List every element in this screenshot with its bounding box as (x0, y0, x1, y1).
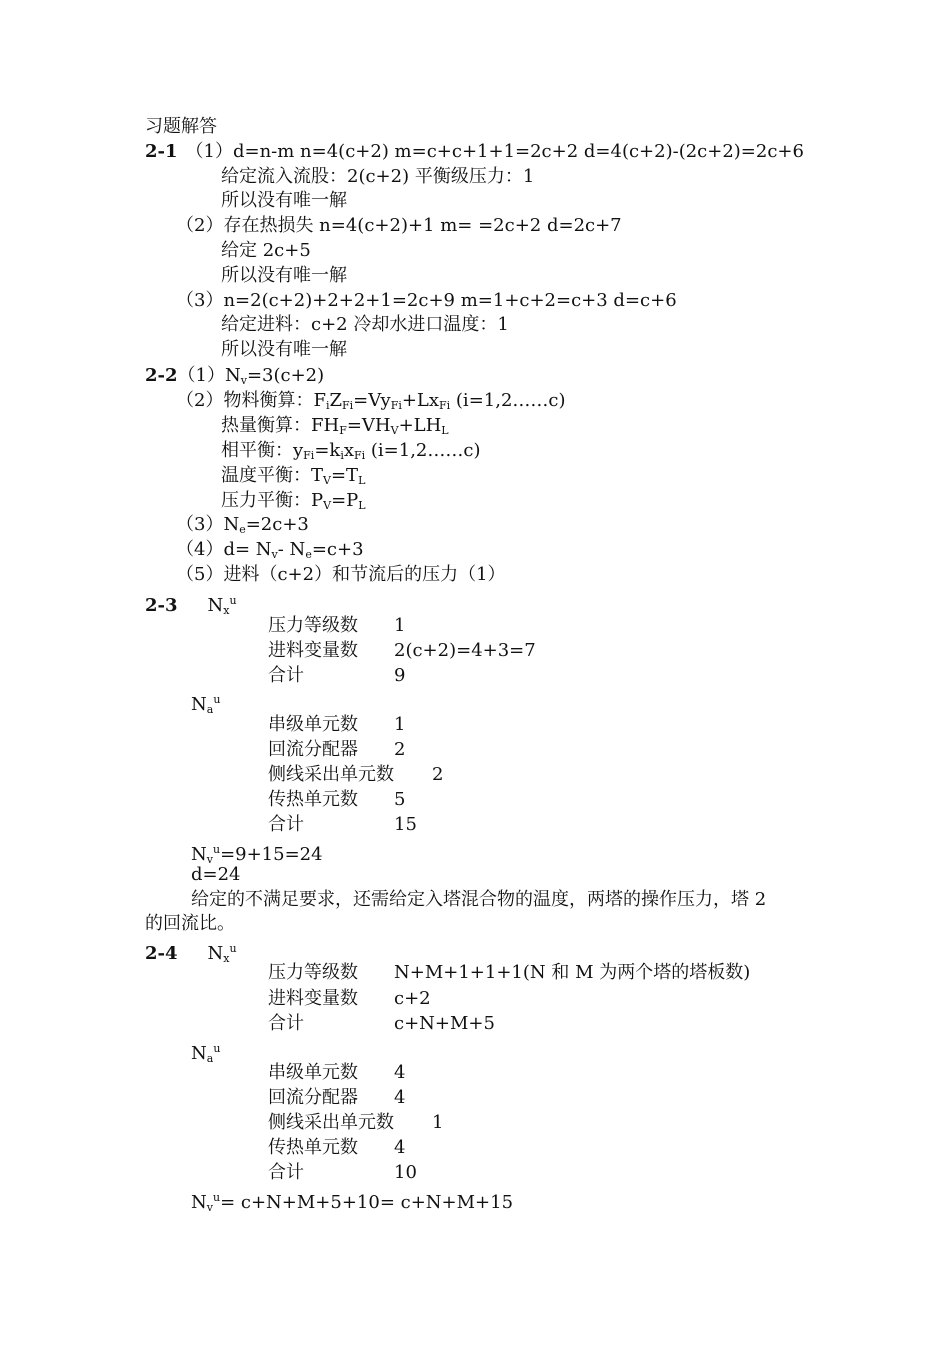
text: =3(c+2) (246, 365, 325, 386)
subscript: Fi (303, 449, 315, 462)
text: - N (277, 539, 306, 560)
row-label: 合计 (268, 665, 304, 686)
text: +LH (398, 415, 442, 436)
text: 压力平衡：P (221, 490, 324, 511)
text: 热量衡算：FH (221, 415, 340, 436)
problem-2-1-line-1 (145, 141, 804, 163)
text: +Lx (401, 390, 440, 411)
subscript: Fi (439, 399, 451, 412)
row-label: 进料变量数 (268, 988, 358, 1009)
row-value: 1 (394, 714, 406, 735)
text-line: 给定流入流股：2(c+2) 平衡级压力：1 (221, 166, 535, 187)
text: =VH (346, 415, 391, 436)
row-label: 传热单元数 (268, 1137, 358, 1158)
symbol: N (191, 1192, 207, 1213)
text-line: （2）存在热损失 n=4(c+2)+1 m= =2c+2 d=2c+7 (176, 215, 622, 236)
row-label: 串级单元数 (268, 714, 358, 735)
table-row (268, 1162, 417, 1184)
row-value: 2(c+2)=4+3=7 (394, 640, 536, 661)
subscript: v (206, 853, 213, 866)
text: （1）d=n-m n=4(c+2) m=c+c+1+1=2c+2 d=4(c+2)-(2c+2)=2c+6 (185, 141, 804, 162)
text-line: 所以没有唯一解 (221, 339, 347, 360)
text: x (343, 440, 355, 461)
text-line: 所以没有唯一解 (221, 190, 347, 211)
text-line (221, 415, 449, 442)
table-row (268, 988, 431, 1010)
text-line: 所以没有唯一解 (221, 265, 347, 286)
row-value: 4 (394, 1137, 406, 1158)
problem-number: 2-4 (145, 943, 178, 964)
problem-2-4-header (145, 938, 237, 970)
row-value: 4 (394, 1062, 406, 1083)
na-symbol (191, 1038, 220, 1070)
subscript: i (325, 399, 330, 412)
row-label: 压力等级数 (268, 962, 358, 983)
text: 相平衡：y (221, 440, 304, 461)
superscript: u (213, 693, 221, 706)
subscript: x (223, 604, 230, 617)
text-line: d=24 (191, 864, 241, 885)
text: =k (314, 440, 341, 461)
text: = c+N+M+5+10= c+N+M+15 (220, 1192, 514, 1213)
table-row (268, 1112, 443, 1134)
text-line: 给定的不满足要求，还需给定入塔混合物的温度，两塔的操作压力，塔 2 (191, 889, 767, 910)
subscript: v (271, 548, 278, 561)
text: （3）N (176, 514, 240, 535)
row-value: 4 (394, 1087, 406, 1108)
row-value: 2 (394, 739, 406, 760)
table-row (268, 789, 405, 811)
row-label: 串级单元数 (268, 1062, 358, 1083)
subscript: a (206, 1052, 214, 1065)
subscript: V (323, 474, 331, 487)
text-line (221, 490, 366, 517)
row-value: 9 (394, 665, 406, 686)
text: （4）d= N (176, 539, 272, 560)
row-value: 1 (432, 1112, 444, 1133)
text: Z (329, 390, 342, 411)
text: =P (331, 490, 359, 511)
subscript: x (223, 952, 230, 965)
symbol: N (191, 1043, 207, 1064)
text: (i=1,2……c) (450, 390, 566, 411)
row-value: 15 (394, 814, 417, 835)
row-label: 回流分配器 (268, 1087, 358, 1108)
na-symbol (191, 689, 220, 721)
text: =Vy (353, 390, 391, 411)
row-label: 合计 (268, 1013, 304, 1034)
table-row (268, 814, 417, 836)
table-row (268, 714, 405, 736)
subscript: Fi (354, 449, 366, 462)
table-row (268, 1013, 495, 1035)
problem-number: 2-1 (145, 141, 178, 162)
row-label: 传热单元数 (268, 789, 358, 810)
row-value: 2 (432, 764, 444, 785)
text: =c+3 (311, 539, 364, 560)
subscript: F (339, 424, 347, 437)
row-value: 1 (394, 615, 406, 636)
problem-2-3-header (145, 590, 237, 622)
row-label: 合计 (268, 814, 304, 835)
row-label: 压力等级数 (268, 615, 358, 636)
row-label: 侧线采出单元数 (268, 764, 394, 785)
text: 温度平衡：T (221, 465, 324, 486)
text: =T (330, 465, 359, 486)
row-label: 侧线采出单元数 (268, 1112, 394, 1133)
nv-equation (191, 1187, 513, 1219)
symbol: N (191, 844, 207, 865)
superscript: u (229, 594, 237, 607)
subscript: Fi (390, 399, 402, 412)
row-value: c+N+M+5 (394, 1013, 495, 1034)
row-value: c+2 (394, 988, 431, 1009)
subscript: V (323, 499, 332, 512)
row-label: 回流分配器 (268, 739, 358, 760)
superscript: u (212, 1191, 221, 1204)
table-row (268, 615, 405, 637)
text-line (176, 514, 309, 541)
superscript: u (213, 1042, 221, 1055)
row-value: N+M+1+1+1(N 和 M 为两个塔的塔板数) (394, 962, 751, 983)
subscript: L (358, 474, 366, 487)
text-line: （3）n=2(c+2)+2+2+1=2c+9 m=1+c+2=c+3 d=c+6 (176, 290, 677, 311)
subscript: i (340, 449, 344, 462)
symbol: N (207, 595, 224, 616)
symbol: N (207, 943, 224, 964)
subscript: L (358, 499, 366, 512)
table-row (268, 764, 443, 786)
text-line: 给定 2c+5 (221, 240, 311, 261)
text-line: （5）进料（c+2）和节流后的压力（1） (176, 564, 506, 585)
problem-number: 2-3 (145, 595, 178, 616)
superscript: u (229, 942, 237, 955)
table-row (268, 1062, 405, 1084)
table-row (268, 640, 536, 662)
text: =2c+3 (245, 514, 309, 535)
text: （1）N (177, 365, 241, 386)
table-row (268, 1137, 405, 1159)
subscript: v (240, 374, 247, 387)
row-value: 5 (394, 789, 406, 810)
problem-number: 2-2 (145, 365, 178, 386)
table-row (268, 962, 750, 984)
text-line: 给定进料：c+2 冷却水进口温度：1 (221, 314, 509, 335)
superscript: u (212, 843, 221, 856)
text-line (221, 440, 480, 467)
subscript: L (441, 424, 449, 437)
subscript: v (206, 1201, 213, 1214)
subscript: a (206, 703, 214, 716)
row-label: 合计 (268, 1162, 304, 1183)
problem-2-2-line-1 (145, 365, 324, 392)
text: =9+15=24 (220, 844, 323, 865)
text: (i=1,2……c) (365, 440, 481, 461)
text-line (176, 539, 364, 566)
subscript: V (390, 424, 399, 437)
table-row (268, 1087, 405, 1109)
text-line (221, 465, 365, 492)
text: （2）物料衡算：F (176, 390, 326, 411)
symbol: N (191, 694, 207, 715)
subscript: Fi (342, 399, 354, 412)
text-line (176, 390, 566, 417)
row-label: 进料变量数 (268, 640, 358, 661)
table-row (268, 739, 405, 761)
page-title: 习题解答 (145, 116, 217, 137)
row-value: 10 (394, 1162, 417, 1183)
subscript: e (305, 548, 312, 561)
text-line: 的回流比。 (145, 913, 235, 934)
subscript: e (239, 523, 246, 536)
table-row (268, 665, 405, 687)
